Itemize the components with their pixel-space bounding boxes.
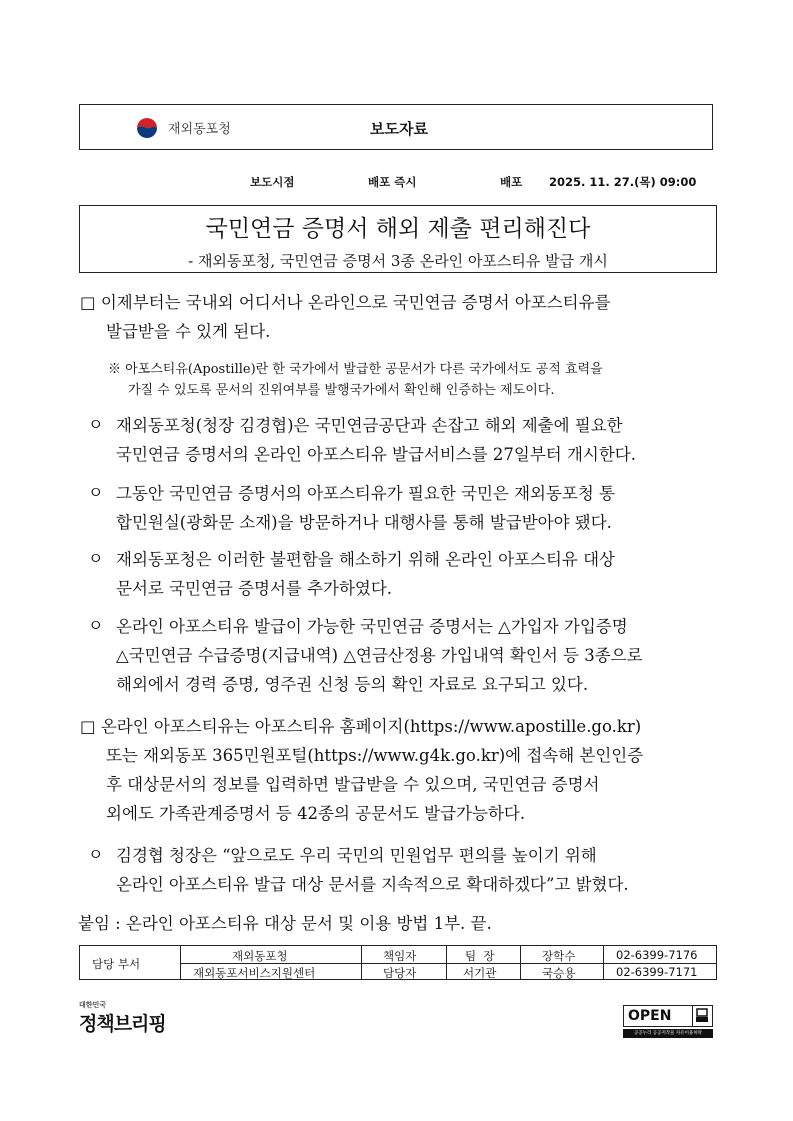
open-license-badge	[623, 1005, 715, 1038]
contact-role-1: 책임자	[383, 949, 417, 963]
person-icon	[692, 1006, 712, 1026]
bullet-1-line-2: 국민연금 증명서의 온라인 아포스티유 발급서비스를 27일부터 개시한다.	[116, 445, 636, 464]
bullet-4-line-3: 해외에서 경력 증명, 영주권 신청 등의 확인 자료로 요구되고 있다.	[116, 675, 589, 694]
bullet-5-line-2: 온라인 아포스티유 발급 대상 문서를 지속적으로 확대하겠다”고 밝혔다.	[116, 875, 629, 894]
paragraph-2-line-4: 외에도 가족관계증명서 등 42종의 공문서도 발급가능하다.	[106, 804, 526, 823]
contact-dept-1: 재외동포청	[232, 949, 288, 963]
paragraph-1-line-1: □ 이제부터는 국내외 어디서나 온라인으로 국민연금 증명서 아포스티유를	[80, 293, 611, 312]
note-line-2: 가질 수 있도록 문서의 진위여부를 발행국가에서 확인해 인증하는 제도이다.	[128, 383, 555, 398]
header-box	[79, 104, 713, 150]
contact-dept-2: 재외동포서비스지원센터	[193, 966, 316, 980]
attachment-line: 붙임 : 온라인 아포스티유 대상 문서 및 이용 방법 1부. 끝.	[78, 914, 492, 933]
open-label: OPEN	[628, 1008, 672, 1024]
contact-table	[79, 945, 717, 980]
open-sub-label: 공공누리 공공저작물 자유이용허락	[623, 1029, 713, 1038]
contact-title-2: 서기관	[463, 966, 497, 980]
bullet-5-line-1: 김경협 청장은 “앞으로도 우리 국민의 민원업무 편의를 높이기 위해	[116, 846, 597, 865]
contact-phone-1: 02-6399-7176	[616, 948, 698, 962]
bullet-mark: ㅇ	[88, 845, 104, 864]
government-emblem-icon	[135, 116, 159, 140]
paragraph-1-line-2: 발급받을 수 있게 된다.	[106, 322, 271, 341]
bullet-2-line-1: 그동안 국민연금 증명서의 아포스티유가 필요한 국민은 재외동포청 통	[116, 484, 615, 503]
bullet-mark: ㅇ	[88, 616, 104, 635]
bullet-2-line-2: 합민원실(광화문 소재)을 방문하거나 대행사를 통해 발급받아야 됐다.	[116, 513, 612, 532]
title-box	[79, 205, 717, 273]
release-time-label: 보도시점	[250, 175, 295, 189]
contact-role-2: 담당자	[383, 966, 417, 980]
doc-type: 보도자료	[370, 120, 428, 138]
bullet-3-line-1: 재외동포청은 이러한 불편함을 해소하기 위해 온라인 아포스티유 대상	[116, 550, 615, 569]
distribution-label: 배포	[500, 175, 523, 189]
paragraph-2-line-1: □ 온라인 아포스티유는 아포스티유 홈페이지(https://www.apostille.go.kr)	[80, 717, 642, 736]
paragraph-2-line-3: 후 대상문서의 정보를 입력하면 발급받을 수 있으며, 국민연금 증명서	[106, 775, 600, 794]
bullet-3-line-2: 문서로 국민연금 증명서를 추가하였다.	[116, 579, 393, 598]
release-time-value: 배포 즉시	[368, 175, 417, 189]
page-subtitle: - 재외동포청, 국민연금 증명서 3종 온라인 아포스티유 발급 개시	[188, 252, 608, 270]
note-line-1: ※ 아포스티유(Apostille)란 한 국가에서 발급한 공문서가 다른 국가에서도 공적 효력을	[108, 362, 603, 377]
page-title: 국민연금 증명서 해외 제출 편리해진다	[205, 216, 591, 242]
bullet-4-line-2: △국민연금 수급증명(지급내역) △연금산정용 가입내역 확인서 등 3종으로	[116, 646, 643, 665]
agency-name: 재외동포청	[168, 122, 231, 137]
bullet-4-line-1: 온라인 아포스티유 발급이 가능한 국민연금 증명서는 △가입자 가입증명	[116, 617, 628, 636]
bullet-mark: ㅇ	[88, 549, 104, 568]
contact-phone-2: 02-6399-7171	[616, 965, 698, 979]
bullet-mark: ㅇ	[88, 483, 104, 502]
distribution-date: 2025. 11. 27.(목) 09:00	[549, 175, 697, 189]
contact-dept-label: 담당 부서	[92, 957, 141, 971]
briefing-main-text: 정책브리핑	[79, 1013, 166, 1035]
contact-name-1: 장학수	[542, 949, 576, 963]
paragraph-2-line-2: 또는 재외동포 365민원포털(https://www.g4k.go.kr)에 접속해 본인인증	[106, 746, 644, 765]
contact-name-2: 국승용	[542, 966, 576, 980]
bullet-mark: ㅇ	[88, 415, 104, 434]
bullet-1-line-1: 재외동포청(청장 김경협)은 국민연금공단과 손잡고 해외 제출에 필요한	[116, 416, 623, 435]
contact-title-1: 팀 장	[465, 949, 495, 963]
policy-briefing-logo	[79, 1000, 166, 1036]
briefing-small-text: 대한민국	[79, 1001, 107, 1009]
